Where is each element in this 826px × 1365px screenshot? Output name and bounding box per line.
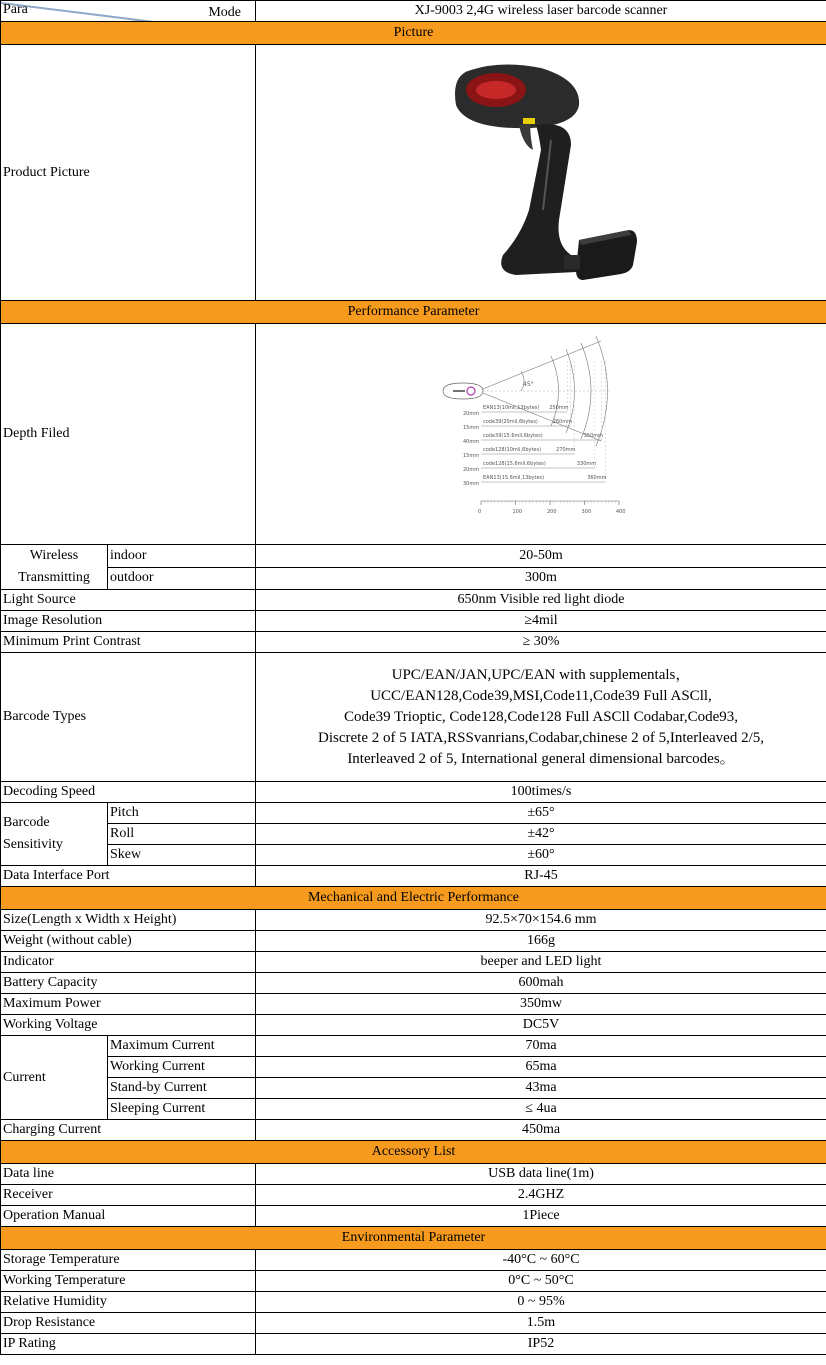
sensitivity-roll-row — [1, 824, 826, 845]
wireless-outdoor-row — [1, 567, 826, 590]
depth-value-label: 330mm — [576, 461, 597, 467]
spec-value: 100times/s — [256, 782, 826, 803]
depth-code-label: code128(15.6mil,6bytes) — [483, 461, 546, 467]
spec-label: Light Source — [1, 590, 256, 611]
sub-label: Pitch — [108, 803, 256, 824]
product-title: XJ-9003 2,4G wireless laser barcode scanner — [256, 1, 826, 22]
barcode-types-line: UCC/EAN128,Code39,MSI,Code11,Code39 Full ASCll, — [370, 687, 712, 704]
data-line-row — [1, 1164, 826, 1185]
depth-value-label: 270mm — [556, 447, 576, 453]
sub-label: Sleeping Current — [108, 1099, 256, 1120]
depth-offset-label: 20mm — [463, 467, 480, 473]
spec-value: IP52 — [256, 1334, 826, 1355]
depth-value-label: 260mm — [552, 419, 572, 425]
spec-label: Operation Manual — [1, 1206, 256, 1227]
humidity-row — [1, 1292, 826, 1313]
scanner-image — [411, 50, 671, 290]
depth-value-label: 250mm — [549, 405, 569, 411]
spec-value: ≥ 30% — [256, 632, 826, 653]
depth-value-label: 360mm — [587, 475, 607, 481]
depth-offset-label: 15mm — [463, 425, 480, 431]
spec-label: Data line — [1, 1164, 256, 1185]
spec-value: 2.4GHZ — [256, 1185, 826, 1206]
depth-code-label: code128(10mil,6bytes) — [483, 447, 542, 453]
axis-tick-label: 200 — [547, 509, 557, 515]
spec-value: ±60° — [256, 845, 826, 866]
axis-tick-label: 300 — [581, 509, 592, 515]
current-working-row — [1, 1057, 826, 1078]
axis-tick-label: 400 — [616, 509, 626, 515]
spec-value: 166g — [256, 931, 826, 952]
depth-ticks — [478, 501, 626, 515]
section-accessory: Accessory List — [1, 1141, 826, 1164]
sub-label: Stand-by Current — [108, 1078, 256, 1099]
spec-label: Working Voltage — [1, 1015, 256, 1036]
spec-value: beeper and LED light — [256, 952, 826, 973]
spec-label: Weight (without cable) — [1, 931, 256, 952]
voltage-row — [1, 1015, 826, 1036]
manual-row — [1, 1206, 826, 1227]
weight-row — [1, 931, 826, 952]
mode-label: Mode — [208, 5, 241, 20]
depth-field-label: Depth Filed — [1, 324, 256, 545]
depth-offset-label: 15mm — [463, 453, 480, 459]
depth-code-label: EAN13(10mil,13bytes) — [483, 405, 540, 411]
spec-label: Data Interface Port — [1, 866, 256, 887]
depth-offset-label: 30mm — [463, 481, 480, 487]
section-picture: Picture — [1, 22, 826, 45]
spec-value: 350mw — [256, 994, 826, 1015]
depth-value-label: 350mm — [583, 433, 604, 439]
section-environmental: Environmental Parameter — [1, 1227, 826, 1250]
barcode-types-value — [256, 653, 826, 782]
current-sleeping-row — [1, 1099, 826, 1120]
spec-value: 0 ~ 95% — [256, 1292, 826, 1313]
spec-label: Drop Resistance — [1, 1313, 256, 1334]
depth-code-label: code39(15.6mil,6bytes) — [483, 433, 543, 439]
axis-tick-label: 0 — [478, 509, 482, 515]
sensitivity-pitch-row — [1, 803, 826, 824]
current-label: Current — [1, 1036, 108, 1120]
barcode-types-line: UPC/EAN/JAN,UPC/EAN with supplementals， — [391, 666, 691, 683]
wireless-indoor-row — [1, 545, 826, 568]
sub-label: Working Current — [108, 1057, 256, 1078]
spec-label: Image Resolution — [1, 611, 256, 632]
spec-value: 65ma — [256, 1057, 826, 1078]
depth-field-row — [1, 324, 826, 545]
spec-value: 1Piece — [256, 1206, 826, 1227]
depth-code-label: code39(20mil,6bytes) — [483, 419, 538, 425]
depth-offset-label: 40mm — [463, 439, 480, 445]
decoding-speed-row — [1, 782, 826, 803]
depth-code-label: EAN13(15.6mil,13bytes) — [483, 475, 545, 481]
light-source-row — [1, 590, 826, 611]
sensitivity-label: Barcode Sensitivity — [1, 803, 108, 866]
spec-value: USB data line(1m) — [256, 1164, 826, 1185]
spec-value: 650nm Visible red light diode — [256, 590, 826, 611]
outdoor-value: 300m — [256, 567, 826, 590]
spec-value: DC5V — [256, 1015, 826, 1036]
spec-value: 600mah — [256, 973, 826, 994]
axis-tick-label: 100 — [512, 509, 523, 515]
spec-value: ±42° — [256, 824, 826, 845]
drop-row — [1, 1313, 826, 1334]
spec-label: Storage Temperature — [1, 1250, 256, 1271]
spec-label: Relative Humidity — [1, 1292, 256, 1313]
section-mechanical: Mechanical and Electric Performance — [1, 887, 826, 910]
charging-row — [1, 1120, 826, 1141]
product-picture-label: Product Picture — [1, 45, 256, 301]
barcode-types-line: Code39 Trioptic, Code128,Code128 Full ASCll Codabar,Code93, — [344, 708, 738, 725]
current-max-row — [1, 1036, 826, 1057]
spec-value: 70ma — [256, 1036, 826, 1057]
spec-value: 1.5m — [256, 1313, 826, 1334]
spec-value: 92.5×70×154.6 mm — [256, 910, 826, 931]
print-contrast-row — [1, 632, 826, 653]
depth-offset-label: 20mm — [463, 411, 480, 417]
spec-value: ≥4mil — [256, 611, 826, 632]
spec-value: 450ma — [256, 1120, 826, 1141]
spec-label: Working Temperature — [1, 1271, 256, 1292]
spec-label: Decoding Speed — [1, 782, 256, 803]
spec-label: Size(Length x Width x Height) — [1, 910, 256, 931]
spec-label: Minimum Print Contrast — [1, 632, 256, 653]
spec-label: Maximum Power — [1, 994, 256, 1015]
indoor-value: 20-50m — [256, 545, 826, 568]
barcode-types-line: Discrete 2 of 5 IATA,RSSvanrians,Codabar,chinese 2 of 5,Interleaved 2/5, — [318, 729, 764, 746]
barcode-types-label: Barcode Types — [1, 653, 256, 782]
spec-value: -40°C ~ 60°C — [256, 1250, 826, 1271]
spec-value: 43ma — [256, 1078, 826, 1099]
working-temp-row — [1, 1271, 826, 1292]
product-picture-row — [1, 45, 826, 301]
wireless-label: Wireless Transmitting — [1, 545, 108, 590]
sub-label: Skew — [108, 845, 256, 866]
storage-temp-row — [1, 1250, 826, 1271]
spec-label: IP Rating — [1, 1334, 256, 1355]
spec-label: Receiver — [1, 1185, 256, 1206]
ip-rating-row — [1, 1334, 826, 1355]
current-standby-row — [1, 1078, 826, 1099]
depth-field-cell — [256, 324, 826, 545]
indoor-label: indoor — [108, 545, 256, 568]
section-performance: Performance Parameter — [1, 301, 826, 324]
depth-rows — [463, 361, 607, 487]
spec-value: ±65° — [256, 803, 826, 824]
indicator-row — [1, 952, 826, 973]
angle-label: 45° — [523, 381, 534, 388]
spec-label: Indicator — [1, 952, 256, 973]
product-picture-cell — [256, 45, 826, 301]
spec-label: Charging Current — [1, 1120, 256, 1141]
battery-row — [1, 973, 826, 994]
image-resolution-row — [1, 611, 826, 632]
spec-value: 0°C ~ 50°C — [256, 1271, 826, 1292]
spec-value: RJ-45 — [256, 866, 826, 887]
spec-value: ≤ 4ua — [256, 1099, 826, 1120]
receiver-row — [1, 1185, 826, 1206]
header-row — [1, 1, 826, 22]
para-label: Para — [3, 2, 28, 17]
depth-field-diagram — [441, 331, 641, 531]
mode-para-header-cell — [1, 1, 256, 22]
barcode-types-line: Interleaved 2 of 5, International general dimensional barcodes。 — [347, 750, 735, 767]
max-power-row — [1, 994, 826, 1015]
sub-label: Roll — [108, 824, 256, 845]
barcode-types-row — [1, 653, 826, 782]
outdoor-label: outdoor — [108, 567, 256, 590]
sensitivity-skew-row — [1, 845, 826, 866]
sub-label: Maximum Current — [108, 1036, 256, 1057]
size-row — [1, 910, 826, 931]
interface-row — [1, 866, 826, 887]
spec-label: Battery Capacity — [1, 973, 256, 994]
